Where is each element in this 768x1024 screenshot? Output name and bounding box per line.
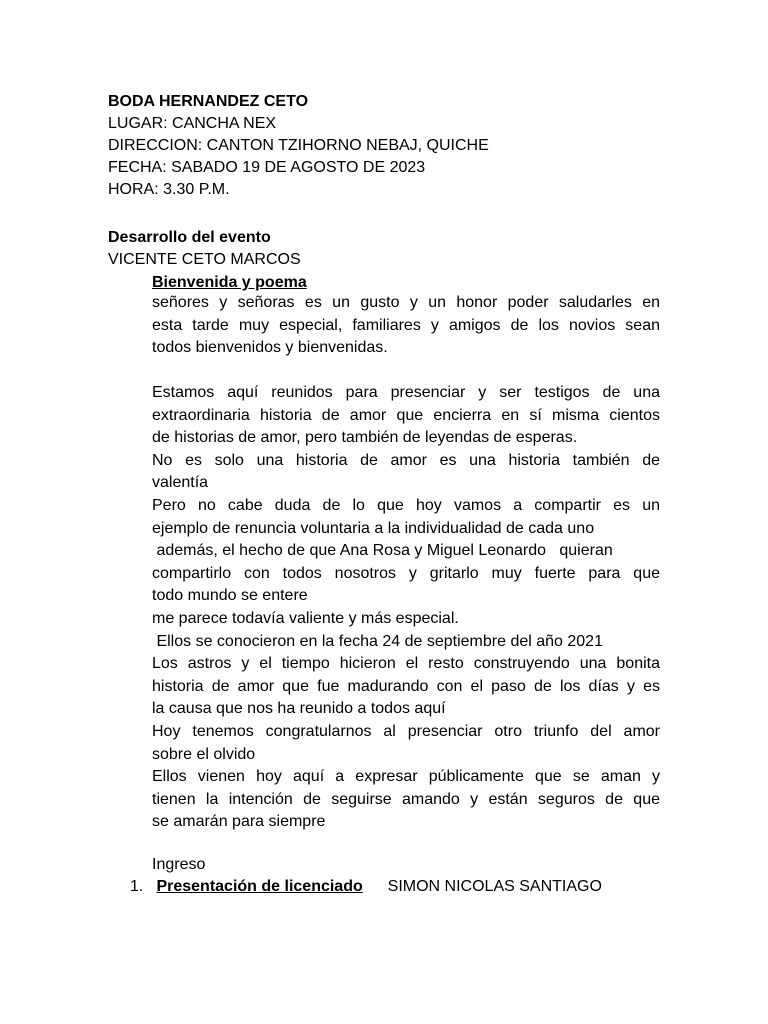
paragraph-line: historia de amor que fue madurando con el paso de los días y es	[152, 677, 660, 695]
development-title: Desarrollo del evento	[108, 229, 271, 246]
event-title: BODA HERNANDEZ CETO	[108, 93, 309, 110]
paragraph-line: Los astros y el tiempo hicieron el resto construyendo una bonita	[152, 655, 660, 673]
paragraph-line: todo mundo se entere	[152, 587, 308, 605]
paragraph-line: No es solo una historia de amor es una historia también de	[152, 451, 660, 469]
paragraph-line: me parece todavía valiente y más especial.	[152, 609, 459, 627]
paragraph-line: extraordinaria historia de amor que encierra en sí misma cientos	[152, 406, 660, 424]
welcome-paragraph	[152, 292, 660, 360]
ingreso-label: Ingreso	[152, 856, 206, 873]
paragraph-line: señores y señoras es un gusto y un honor poder saludarles en	[152, 294, 660, 311]
paragraph-line: Hoy tenemos congratularnos al presenciar otro triunfo del amor	[152, 722, 660, 740]
event-location: LUGAR: CANCHA NEX	[108, 115, 277, 132]
list-item-number: 1.	[130, 878, 144, 895]
paragraph-line: todos bienvenidos y bienvenidas.	[152, 339, 388, 357]
paragraph-line: valentía	[152, 474, 209, 492]
paragraph-line: ejemplo de renuncia voluntaria a la individualidad de cada uno	[152, 519, 595, 537]
speech-paragraph	[152, 382, 660, 834]
speaker-name: VICENTE CETO MARCOS	[108, 251, 301, 268]
list-item-title: Presentación de licenciado	[156, 878, 363, 895]
paragraph-line: esta tarde muy especial, familiares y amigos de los novios sean	[152, 316, 660, 334]
paragraph-line: se amarán para siempre	[152, 813, 326, 831]
event-date: FECHA: SABADO 19 DE AGOSTO DE 2023	[108, 159, 426, 176]
event-time: HORA: 3.30 P.M.	[108, 181, 230, 198]
list-item	[130, 876, 602, 898]
list-item-name: SIMON NICOLAS SANTIAGO	[387, 878, 602, 895]
section-title: Bienvenida y poema	[152, 274, 307, 291]
event-address: DIRECCION: CANTON TZIHORNO NEBAJ, QUICHE	[108, 137, 489, 154]
paragraph-line: Pero no cabe duda de lo que hoy vamos a compartir es un	[152, 496, 660, 514]
paragraph-line: Ellos vienen hoy aquí a expresar públicamente que se aman y	[152, 768, 660, 786]
paragraph-line: sobre el olvido	[152, 745, 256, 763]
event-header	[108, 91, 489, 201]
paragraph-line: de historias de amor, pero también de leyendas de esperas.	[152, 429, 578, 447]
paragraph-line: tienen la intención de seguirse amando y están seguros de que	[152, 790, 660, 808]
paragraph-line: Ellos se conocieron en la fecha 24 de septiembre del año 2021	[152, 632, 603, 650]
paragraph-line: la causa que nos ha reunido a todos aquí	[152, 700, 446, 718]
paragraph-line: Estamos aquí reunidos para presenciar y ser testigos de una	[152, 384, 660, 401]
paragraph-line: además, el hecho de que Ana Rosa y Miguel Leonardo quieran	[152, 542, 613, 560]
paragraph-line: compartirlo con todos nosotros y gritarlo muy fuerte para que	[152, 564, 660, 582]
